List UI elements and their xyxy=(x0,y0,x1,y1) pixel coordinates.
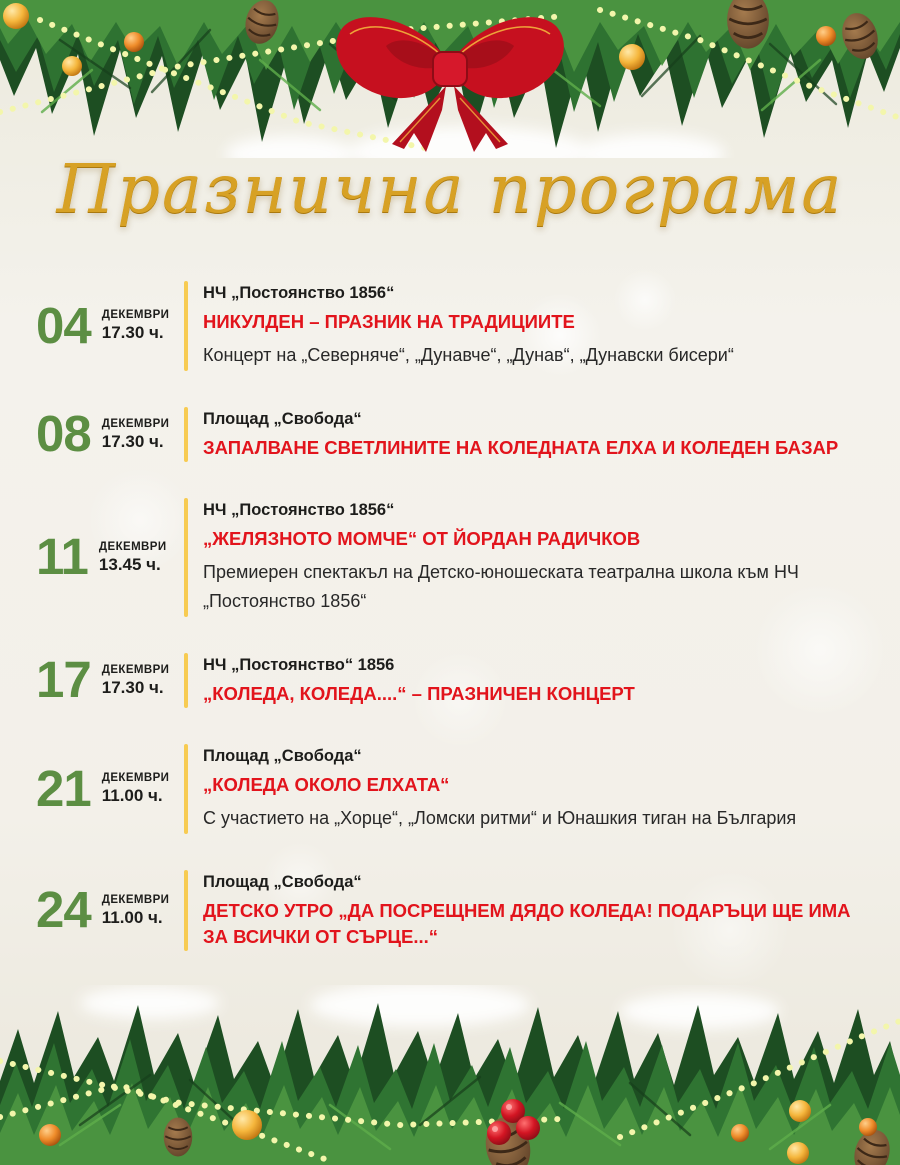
divider-line xyxy=(184,870,188,951)
event-time: 17.30 ч. xyxy=(101,677,164,697)
event-description: С участието на „Хорце“, „Ломски ритми“ и Юнашкия тиган на България xyxy=(203,808,797,828)
event-venue: НЧ „Постоянство“ 1856 xyxy=(203,656,395,674)
event-month: ДЕКЕМВРИ xyxy=(98,540,167,553)
event-description: Концерт на „Северняче“, „Дунавче“, „Дунав“, „Дунавски бисери“ xyxy=(203,345,734,365)
event-row-dec04 xyxy=(36,281,872,371)
event-time: 17.30 ч. xyxy=(101,431,164,451)
event-venue: Площад „Свобода“ xyxy=(203,410,362,428)
divider-line xyxy=(184,281,188,371)
event-day: 17 xyxy=(36,651,91,709)
event-headline: „ЖЕЛЯЗНОТО МОМЧЕ“ ОТ ЙОРДАН РАДИЧКОВ xyxy=(203,528,641,549)
event-day: 11 xyxy=(36,528,88,586)
event-date xyxy=(36,528,184,586)
event-list xyxy=(36,281,872,951)
event-row-dec17 xyxy=(36,653,872,708)
event-time: 17.30 ч. xyxy=(101,323,164,342)
event-month: ДЕКЕМВРИ xyxy=(101,772,170,784)
event-month: ДЕКЕМВРИ xyxy=(101,893,170,906)
event-month: ДЕКЕМВРИ xyxy=(101,417,170,430)
event-row-dec11 xyxy=(36,498,872,617)
snow-fluff xyxy=(80,985,780,1029)
bottom-fir-garland xyxy=(0,985,900,1165)
divider-line xyxy=(184,653,188,708)
event-time: 11.00 ч. xyxy=(101,786,163,805)
event-time: 11.00 ч. xyxy=(101,907,163,927)
event-row-dec08 xyxy=(36,407,872,462)
event-date xyxy=(36,405,184,463)
event-venue: НЧ „Постоянство 1856“ xyxy=(203,501,395,519)
top-fir-garland xyxy=(0,0,900,158)
event-headline: „КОЛЕДА ОКОЛО ЕЛХАТА“ xyxy=(203,774,450,795)
event-date xyxy=(36,759,184,817)
event-day: 21 xyxy=(36,759,91,817)
event-date xyxy=(36,296,184,354)
event-description: Премиерен спектакъл на Детско-юношеската театрална школа към НЧ „Постоянство 1856“ xyxy=(203,562,799,611)
event-month: ДЕКЕМВРИ xyxy=(101,309,170,321)
event-day: 24 xyxy=(36,881,91,939)
event-venue: Площад „Свобода“ xyxy=(203,747,362,765)
event-day: 08 xyxy=(36,405,91,463)
page-title: Празнична програма xyxy=(56,150,844,228)
event-headline: НИКУЛДЕН – ПРАЗНИК НА ТРАДИЦИИТЕ xyxy=(203,311,575,332)
event-date xyxy=(36,881,184,939)
event-date xyxy=(36,651,184,709)
event-day: 04 xyxy=(36,296,91,354)
event-headline: ДЕТСКО УТРО „ДА ПОСРЕЩНЕМ ДЯДО КОЛЕДА! ПОДАРЪЦИ ЩЕ ИМА ЗА ВСИЧКИ ОТ СЪРЦЕ...“ xyxy=(203,900,851,947)
event-venue: НЧ „Постоянство 1856“ xyxy=(203,284,395,302)
event-row-dec24 xyxy=(36,870,872,951)
event-time: 13.45 ч. xyxy=(98,554,161,574)
event-headline: „КОЛЕДА, КОЛЕДА....“ – ПРАЗНИЧЕН КОНЦЕРТ xyxy=(203,683,635,704)
event-venue: Площад „Свобода“ xyxy=(203,873,362,891)
event-row-dec21 xyxy=(36,744,872,834)
event-headline: ЗАПАЛВАНЕ СВЕТЛИНИТЕ НА КОЛЕДНАТА ЕЛХА И КОЛЕДЕН БАЗАР xyxy=(203,437,839,458)
event-month: ДЕКЕМВРИ xyxy=(101,663,170,676)
divider-line xyxy=(184,744,188,834)
divider-line xyxy=(184,407,188,462)
divider-line xyxy=(184,498,188,617)
